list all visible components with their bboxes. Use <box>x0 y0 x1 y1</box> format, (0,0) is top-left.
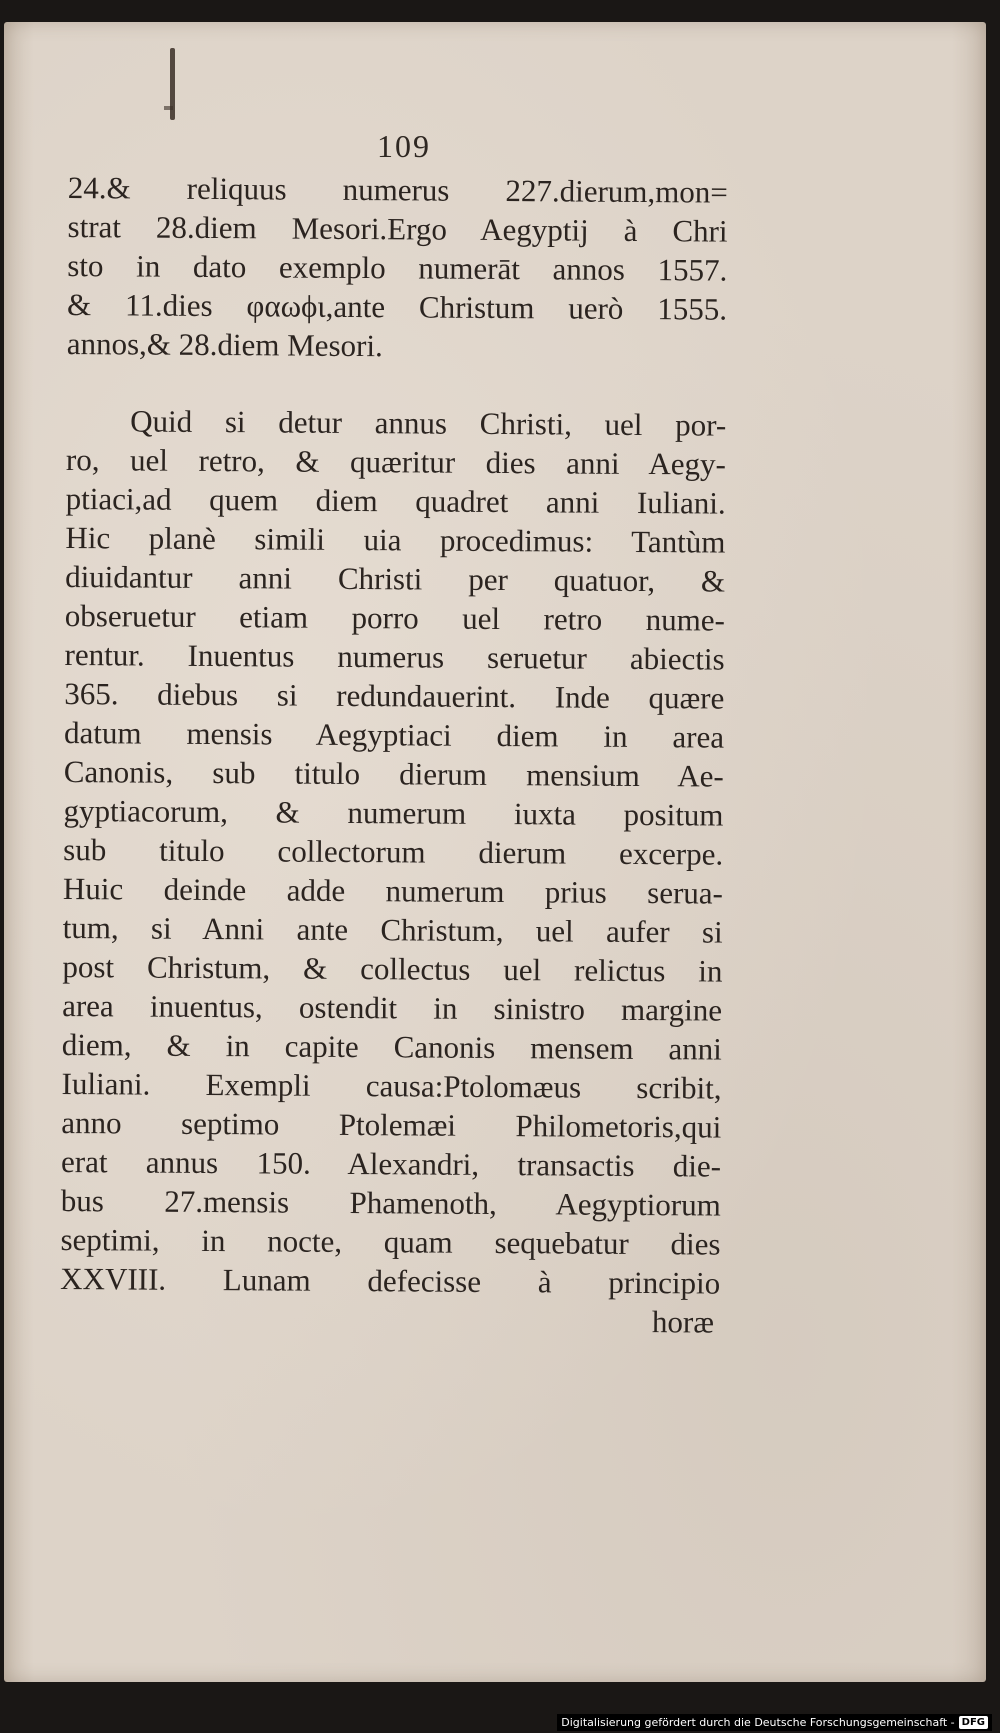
text-line: Canonis, sub titulo dierum mensium Ae- <box>63 753 724 794</box>
text-line: 24.& reliquus numerus 227.dierum,mon= <box>67 169 728 210</box>
text-line: erat annus 150. Alexandri, transactis die- <box>60 1143 722 1184</box>
text-line: post Christum, & collectus uel relictus in <box>62 948 723 989</box>
footer-credit: Digitalisierung gefördert durch die Deutsche Forschungsgemeinschaft - <box>561 1716 955 1729</box>
text-line: sub titulo collectorum dierum excerpe. <box>63 831 724 872</box>
text-line: ro, uel retro, & quæritur dies anni Aegy- <box>65 441 727 482</box>
text-line: obseruetur etiam porro uel retro nume- <box>64 597 725 638</box>
text-line: datum mensis Aegyptiaci diem in area <box>63 714 725 755</box>
text-line: anno septimo Ptolemæi Philometoris,qui <box>61 1104 722 1145</box>
text-line: ptiaci,ad quem diem quadret anni Iuliani. <box>65 480 726 521</box>
text-line: rentur. Inuentus numerus seruetur abiectis <box>64 636 725 677</box>
text-line: strat 28.diem Mesori.Ergo Aegyptij à Chri <box>67 208 728 249</box>
text-line: Iuliani. Exempli causa:Ptolomæus scribit, <box>61 1065 722 1106</box>
text-line: & 11.dies φαωϕι,ante Christum uerò 1555. <box>66 286 728 327</box>
digitization-footer <box>557 1714 992 1731</box>
catchword: horæ <box>651 1304 715 1340</box>
text-line: XXVIII. Lunam defecisse à principio <box>60 1260 721 1301</box>
dfg-logo-icon: DFG <box>959 1716 988 1729</box>
text-line: tum, si Anni ante Christum, uel aufer si <box>62 909 723 950</box>
text-line: diuidantur anni Christi per quatuor, & <box>65 558 726 599</box>
text-line: sto in dato exemplo numerāt annos 1557. <box>67 247 728 288</box>
binding-mark-tick <box>164 106 173 110</box>
text-line: gyptiacorum, & numerum iuxta positum <box>63 792 724 833</box>
body-text <box>60 168 728 1342</box>
text-line: annos,& 28.diem Mesori. <box>66 325 383 364</box>
text-line: septimi, in nocte, quam sequebatur dies <box>60 1221 721 1262</box>
text-line: 365. diebus si redundauerint. Inde quære <box>64 675 725 716</box>
text-line: diem, & in capite Canonis mensem anni <box>61 1026 722 1067</box>
book-page <box>4 22 986 1682</box>
text-line: bus 27.mensis Phamenoth, Aegyptiorum <box>60 1182 721 1223</box>
page-number: 109 <box>377 128 431 164</box>
paragraph-gap <box>66 363 726 406</box>
text-line: Huic deinde adde numerum prius serua- <box>62 870 724 911</box>
text-line: area inuentus, ostendit in sinistro margine <box>62 987 723 1028</box>
text-line: Hic planè simili uia procedimus: Tantùm <box>65 519 726 560</box>
text-line: Quid si detur annus Christi, uel por- <box>130 403 727 443</box>
